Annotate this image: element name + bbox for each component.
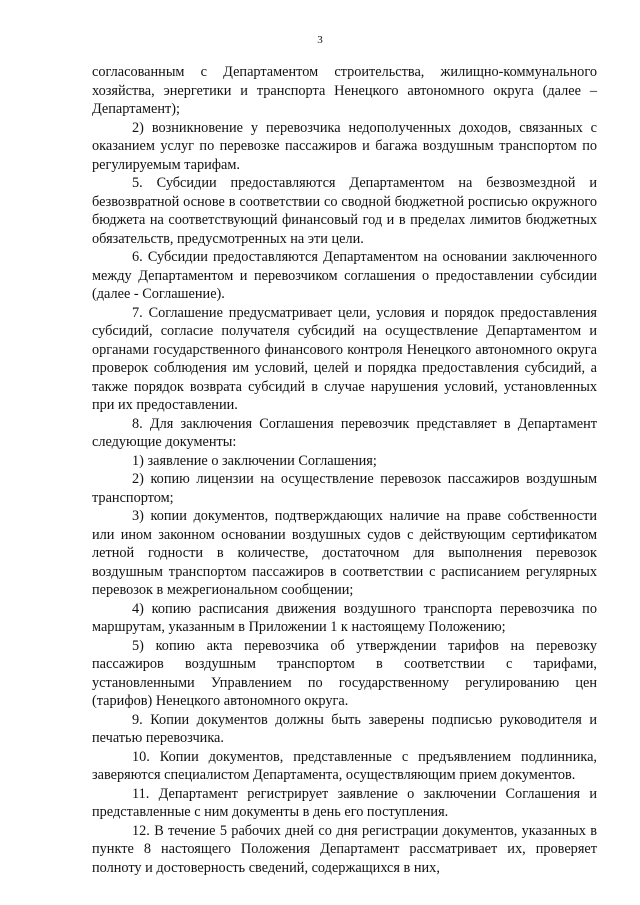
paragraph-clause-5: 5. Субсидии предоставляются Департаментом на безвозмездной и безвозвратной основе в соответствии со сводной бюджетной росписью окружного бюджета на соответствующий финансовый год и в пределах лимитов бюджетных обязательств, предусмотренных на эти цели.: [92, 175, 597, 247]
paragraph-doc-2: 2) копию лицензии на осуществление перевозок пассажиров воздушным транспортом;: [92, 471, 597, 506]
document-body: [92, 63, 597, 877]
paragraph-clause-6: 6. Субсидии предоставляются Департаментом на основании заключенного между Департаментом и перевозчиком соглашения о предоставлении субсидии (далее - Соглашение).: [92, 249, 597, 302]
paragraph-doc-5: 5) копию акта перевозчика об утверждении тарифов на перевозку пассажиров воздушным транспортом в соответствии с тарифами, установленными Управлением по государственному регулированию цен (тарифов) Ненецкого автономного округа.: [92, 637, 597, 709]
paragraph-clause-10: 10. Копии документов, представленные с предъявлением подлинника, заверяются специалистом Департамента, осуществляющим прием документов.: [92, 748, 597, 783]
paragraph-doc-3: 3) копии документов, подтверждающих наличие на праве собственности или ином законном основании воздушных судов с действующим сертификатом летной годности в количестве, достаточном для выполнения перевозок воздушным транспортом пассажиров в соответствии с расписанием регулярных перевозок в межрегиональном сообщении;: [92, 508, 597, 598]
paragraph-item-2: 2) возникновение у перевозчика недополученных доходов, связанных с оказанием услуг по перевозке пассажиров и багажа воздушным транспортом по регулируемым тарифам.: [92, 119, 597, 173]
paragraph-doc-4: 4) копию расписания движения воздушного транспорта перевозчика по маршрутам, указанным в Приложении 1 к настоящему Положению;: [92, 600, 597, 635]
paragraph-clause-8: 8. Для заключения Соглашения перевозчик представляет в Департамент следующие документы:: [92, 415, 597, 450]
paragraph-clause-7: 7. Соглашение предусматривает цели, условия и порядок предоставления субсидий, согласие получателя субсидий на осуществление Департаментом и органами государственного финансового контроля Ненецкого автономного округа проверок соблюдения им условий, целей и порядка предоставления субсидий, а также порядок возврата субсидий в случае нарушения условий, установленных при их предоставлении.: [92, 304, 597, 413]
paragraph-clause-9: 9. Копии документов должны быть заверены подписью руководителя и печатью перевозчика.: [92, 711, 597, 746]
paragraph-intro-continuation: согласованным с Департаментом строительства, жилищно-коммунального хозяйства, энергетики и транспорта Ненецкого автономного округа (далее – Департамент);: [92, 64, 597, 117]
paragraph-clause-11: 11. Департамент регистрирует заявление о заключении Соглашения и представленные с ним документы в день его поступления.: [92, 785, 597, 820]
paragraph-clause-12: 12. В течение 5 рабочих дней со дня регистрации документов, указанных в пункте 8 настоящего Положения Департамент рассматривает их, проверяет полноту и достоверность сведений, содержащихся в них,: [92, 822, 597, 876]
page-number: 3: [317, 34, 323, 46]
paragraph-doc-1: 1) заявление о заключении Соглашения;: [132, 452, 377, 469]
